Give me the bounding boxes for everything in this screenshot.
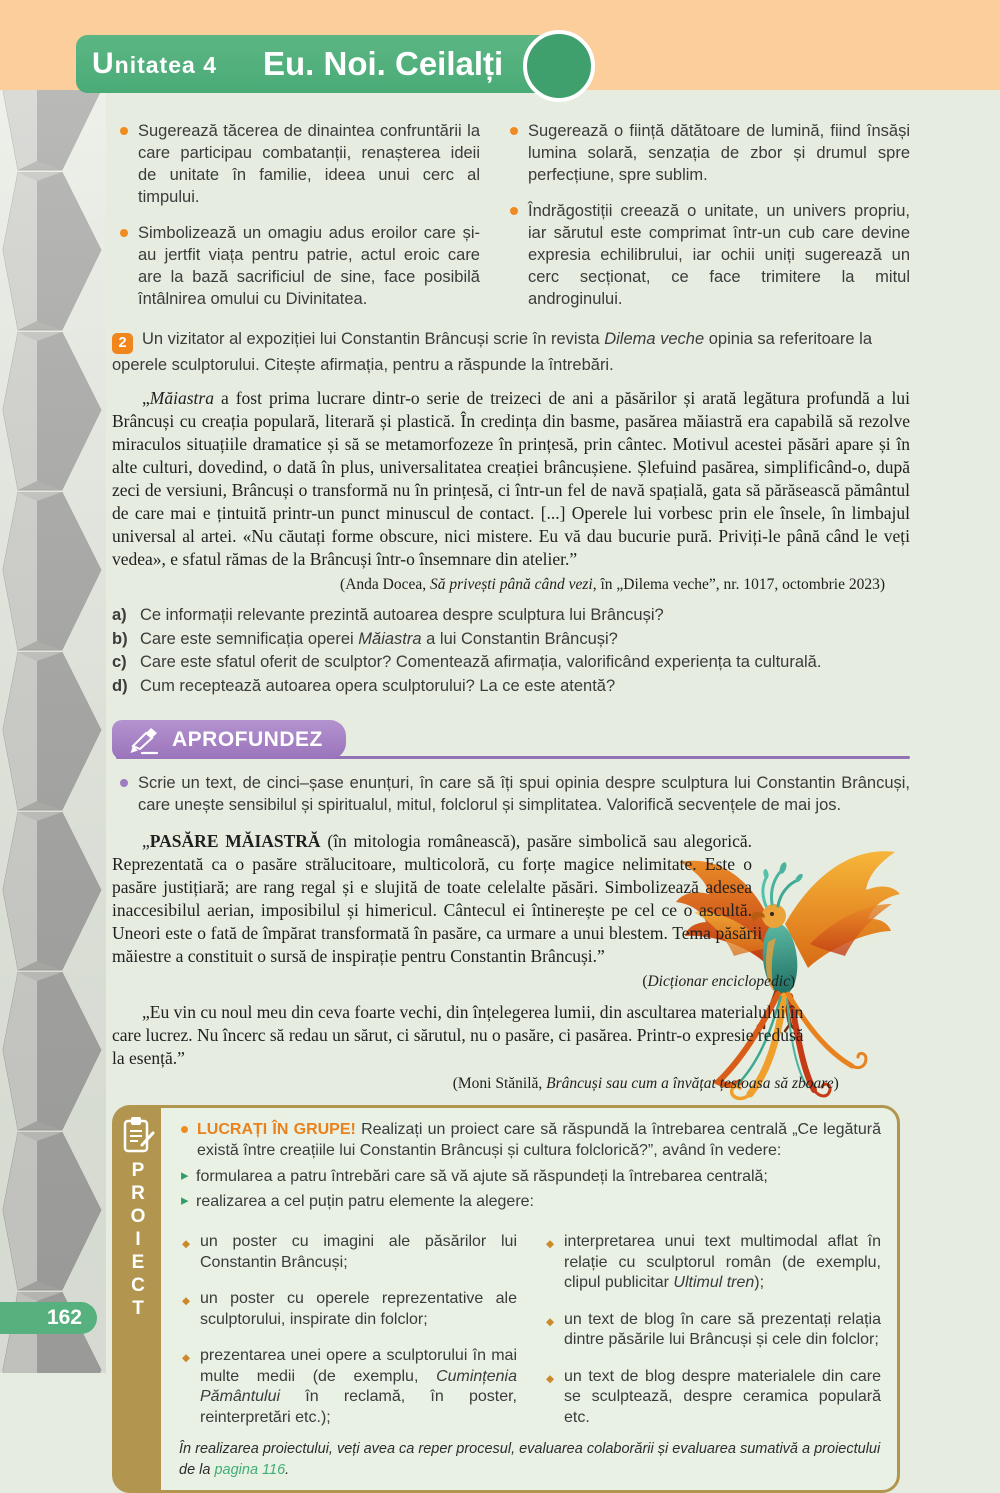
page-number: 162 — [0, 1302, 97, 1334]
list-item: Simbolizează un omagiu adus eroilor care și-au jertfit viața pentru patrie, actul eroic care are la bază sacrificiul de sine, face posibilă întâlnirea omului cu Divinitatea. — [112, 222, 480, 310]
project-letter: P — [131, 1160, 145, 1181]
list-item: Îndrăgostiții creează o unitate, un univers propriu, iar sărutul este comprimat într-un cub care devine expresia echilibrului, iar ochii uniți sugerează un cerc secționat, ce face trimitere la mitul androginului. — [502, 200, 910, 310]
project-letter: E — [131, 1252, 145, 1273]
writing-pen-icon — [126, 725, 162, 755]
question-text: Care este semnificația operei Măiastra a lui Constantin Brâncuși? — [140, 629, 618, 648]
option-item: ◆ un text de blog despre materialele din care se sculptează, despre ceramica populară etc. — [543, 1367, 881, 1429]
project-side-band — [115, 1108, 161, 1490]
source-quotes — [112, 830, 910, 1093]
option-item: ◆ interpretarea unui text multimodal aflat în relație cu sculptorul român (de exemplu, clipul publicitar Ultimul tren); — [543, 1232, 881, 1294]
bullets-right-column — [502, 120, 910, 324]
option-item: ◆ prezentarea unei opere a sculptorului în mai multe medii (de exemplu, Cumințenia Pământului în reclamă, în poster, reinterpretări etc.); — [179, 1346, 517, 1428]
writing-task: Scrie un text, de cinci–șase enunțuri, în care să îți spui opinia despre sculptura lui Constantin Brâncuși, care unește sensibilul și spiritualul, mitul, folclorul și simplitatea. Valorifică secvențele de mai jos. — [112, 772, 910, 816]
options-right-column — [543, 1216, 881, 1431]
unit-banner — [76, 35, 581, 93]
project-letter: C — [131, 1275, 145, 1296]
bullets-left-column — [112, 120, 480, 324]
question-list — [112, 604, 910, 698]
project-options — [179, 1216, 881, 1431]
list-item: Sugerează o ființă dătătoare de lumină, fiind însăși lumina solară, senzația de zbor și drumul spre perfecțiune, spre sublim. — [502, 120, 910, 186]
question-d — [112, 675, 910, 699]
exercise-number-badge: 2 — [112, 333, 133, 354]
project-letter: R — [131, 1183, 145, 1204]
question-label: d) — [112, 676, 128, 695]
question-text: Cum receptează autoarea opera sculptorului? La ce este atentă? — [140, 676, 616, 695]
question-a — [112, 604, 910, 628]
options-left-column — [179, 1216, 517, 1431]
project-letter: O — [130, 1206, 146, 1227]
question-text: Ce informații relevante prezintă autoarea despre sculptura lui Brâncuși? — [140, 606, 664, 624]
option-item: ◆ un poster cu operele reprezentative ale sculptorului, inspirate din folclor; — [179, 1289, 517, 1330]
option-item: ◆ un text de blog în care să prezentați relația dintre păsările lui Brâncuși și cele din folclor; — [543, 1310, 881, 1351]
question-text: Care este sfatul oferit de sculptor? Comentează afirmația, valorificând experiența ta culturală. — [140, 653, 822, 671]
project-footer-note: În realizarea proiectului, veți avea ca reper procesul, evaluarea colaborării și evaluarea sumativă a proiectului de la pagina 116. — [179, 1441, 881, 1478]
brancusi-quote: „Eu vin cu noul meu din ceva foarte vechi, din înțelegerea lumii, din ascultarea materialului în care lucrez. Nu încerc să redau un sărut, ci sărutul, nu o pasăre, ci pasărea. Printr-o expresie redusă la esență.” — [112, 1002, 804, 1068]
page-content — [112, 90, 910, 1493]
aprofundez-section-header — [112, 720, 910, 760]
clipboard-pencil-icon — [121, 1115, 155, 1155]
project-requirement: ▸ formularea a patru întrebări care să vă ajute să răspundeți la întrebarea centrală; — [179, 1167, 881, 1188]
project-box — [112, 1105, 900, 1493]
press-quote: „Măiastra a fost prima lucrare dintr-o serie de treizeci de ani a păsărilor și arată legătura profundă a lui Brâncuși cu creația populară, literară și plastică. În credința din basme, pasărea măiastră era capabilă să rezolve miraculos situațiile dramatice și să se metamorfozeze în prințesă, prin cântec. Motivul acestei păsări apare și în alte culturi, dovedind, o dată în plus, universalitatea creației brâncușiene. Șlefuind pasărea, simplificând-o, după zeci de versiuni, Brâncuși o transformă nu în prințesă, ci într-un fel de navă spațială, gata să părăsească pământul de care mai e țintuită printr-un punct minuscul de contact. [...] Operele lui vorbesc prin ele însele, în limbajul universal al artei. «Nu căutați forme obscure, nici mistere. Eu vă dau bucurie pură. Priviți-le până când le veți vedea», e sfatul rămas de la Brâncuși într-o însemnare din atelier.” — [112, 388, 910, 569]
question-label: c) — [112, 653, 127, 671]
project-task-intro: LUCRAȚI ÎN GRUPE! Realizați un proiect care să răspundă la întrebarea centrală „Ce legătură există între creațiile lui Constantin Brâncuși și cultura folclorică?”, având în vedere: — [179, 1119, 881, 1161]
question-c — [112, 651, 910, 675]
dictionary-quote-source: (Dicționar enciclopedic) — [642, 973, 796, 990]
question-label: b) — [112, 629, 128, 648]
symbolism-bullets — [112, 120, 910, 324]
project-letter: T — [132, 1298, 144, 1319]
exercise-2-intro — [112, 328, 910, 377]
press-quote-citation: (Anda Docea, Să privești până când vezi, în „Dilema veche”, nr. 1017, octombrie 2023) — [340, 576, 885, 593]
phoenix-illustration — [758, 830, 910, 1102]
project-requirement: ▸ realizarea a cel puțin patru elemente la alegere: — [179, 1192, 881, 1213]
project-letter: I — [135, 1229, 141, 1250]
unit-label: Unitatea 4 — [92, 47, 217, 80]
question-b — [112, 628, 910, 652]
list-item: Sugerează tăcerea de dinaintea confruntării la care participau combatanții, renașterea ideii de unitate în familie, ideea unui cerc al timpului. — [112, 120, 480, 208]
brancusi-quote-source: (Moni Stănilă, Brâncuși sau cum a învățat țestoasa să zboare) — [452, 1075, 839, 1092]
aprofundez-banner — [112, 720, 346, 759]
question-label: a) — [112, 606, 127, 624]
option-item: ◆ un poster cu imagini ale păsărilor lui Constantin Brâncuși; — [179, 1232, 517, 1273]
dictionary-quote: „PASĂRE MĂIASTRĂ (în mitologia românească), pasăre simbolică sau alegorică. Reprezentată ca o pasăre strălucitoare, multicoloră, cu forțe magice nelimitate. Este o pasăre justițiară; are rang regal și e slujită de toate celelalte păsări. Simbolizează adesea inaccesibilul aerian, imposibilul și himericul. Cântecul ei întinerește pe cel ce o ascultă. Uneori este o fată de împărat transformată în pasăre, ca urmare a unui blestem. Tema păsării măiestre a constituit o sursă de inspirație pentru Constantin Brâncuși.” — [112, 831, 763, 966]
exercise-2-intro-text: Un vizitator al expoziției lui Constantin Brâncuși scrie în revista Dilema veche opinia sa referitoare la operele sculptorului. Citește afirmația, pentru a răspunde la întrebări. — [112, 330, 873, 374]
aprofundez-title: APROFUNDEZ — [172, 727, 323, 751]
unit-title: Eu. Noi. Ceilalți — [263, 45, 504, 82]
endless-column-photo — [0, 90, 106, 1373]
endless-column-art — [0, 90, 106, 1373]
